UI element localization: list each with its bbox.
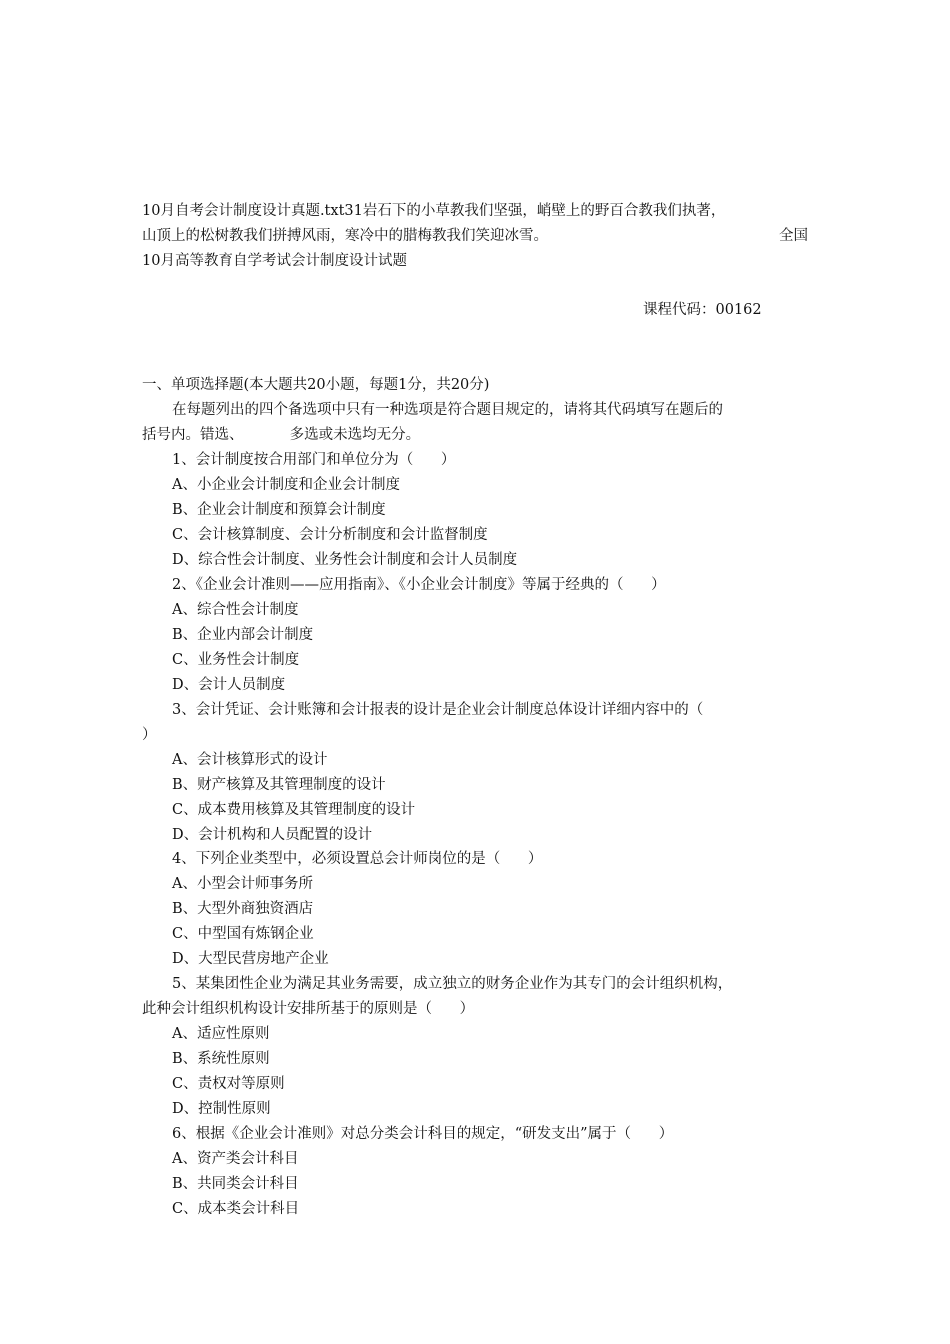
question-stem-cont: ） <box>142 727 157 743</box>
question-option: A、会计核算形式的设计 <box>172 752 328 768</box>
question-option: C、中型国有炼钢企业 <box>172 926 314 942</box>
section-instruction-cont: 括号内。错选、 多选或未选均无分。 <box>142 427 421 443</box>
intro-line-2: 山顶上的松树教我们拼搏风雨，寒冷中的腊梅教我们笑迎冰雪。 <box>142 228 548 244</box>
question-option: D、控制性原则 <box>172 1101 271 1117</box>
question-option: B、财产核算及其管理制度的设计 <box>172 777 386 793</box>
intro-line-2-tail: 全国 <box>779 228 808 244</box>
question-stem: 3、会计凭证、会计账簿和会计报表的设计是企业会计制度总体设计详细内容中的（ <box>172 702 704 718</box>
question-stem: 1、会计制度按合用部门和单位分为（ ） <box>172 452 456 468</box>
intro-line-1: 10月自考会计制度设计真题.txt31岩石下的小草教我们坚强，峭壁上的野百合教我们执著， <box>142 203 726 219</box>
question-option: C、成本费用核算及其管理制度的设计 <box>172 802 416 818</box>
question-option: D、综合性会计制度、业务性会计制度和会计人员制度 <box>172 552 518 568</box>
question-option: A、小企业会计制度和企业会计制度 <box>172 477 400 493</box>
question-option: A、小型会计师事务所 <box>172 876 313 892</box>
question-option: A、综合性会计制度 <box>172 602 299 618</box>
question-option: C、成本类会计科目 <box>172 1201 300 1217</box>
question-stem-cont: 此种会计组织机构设计安排所基于的原则是（ ） <box>142 1001 475 1017</box>
question-option: C、业务性会计制度 <box>172 652 300 668</box>
question-option: B、企业会计制度和预算会计制度 <box>172 502 386 518</box>
question-option: B、大型外商独资酒店 <box>172 901 314 917</box>
question-option: D、会计人员制度 <box>172 677 286 693</box>
question-stem: 6、根据《企业会计准则》对总分类会计科目的规定，“研发支出”属于（ ） <box>172 1126 674 1142</box>
question-option: B、系统性原则 <box>172 1051 270 1067</box>
question-option: A、适应性原则 <box>172 1026 270 1042</box>
question-option: D、会计机构和人员配置的设计 <box>172 827 373 843</box>
exam-title: 10月高等教育自学考试会计制度设计试题 <box>142 253 407 269</box>
section-instruction: 在每题列出的四个备选项中只有一种选项是符合题目规定的，请将其代码填写在题后的 <box>172 402 723 418</box>
question-option: C、会计核算制度、会计分析制度和会计监督制度 <box>172 527 488 543</box>
question-option: D、大型民营房地产企业 <box>172 951 329 967</box>
question-option: A、资产类会计科目 <box>172 1151 299 1167</box>
question-option: C、责权对等原则 <box>172 1076 285 1092</box>
question-stem: 5、某集团性企业为满足其业务需要，成立独立的财务企业作为其专门的会计组织机构， <box>172 976 733 992</box>
course-code: 课程代码：00162 <box>643 302 762 318</box>
section-heading: 一、单项选择题(本大题共20小题，每题1分，共20分) <box>142 377 490 393</box>
question-option: B、共同类会计科目 <box>172 1176 299 1192</box>
question-stem: 2、《企业会计准则——应用指南》、《小企业会计制度》等属于经典的（ ） <box>172 577 666 593</box>
question-stem: 4、下列企业类型中，必须设置总会计师岗位的是（ ） <box>172 851 543 867</box>
question-option: B、企业内部会计制度 <box>172 627 314 643</box>
